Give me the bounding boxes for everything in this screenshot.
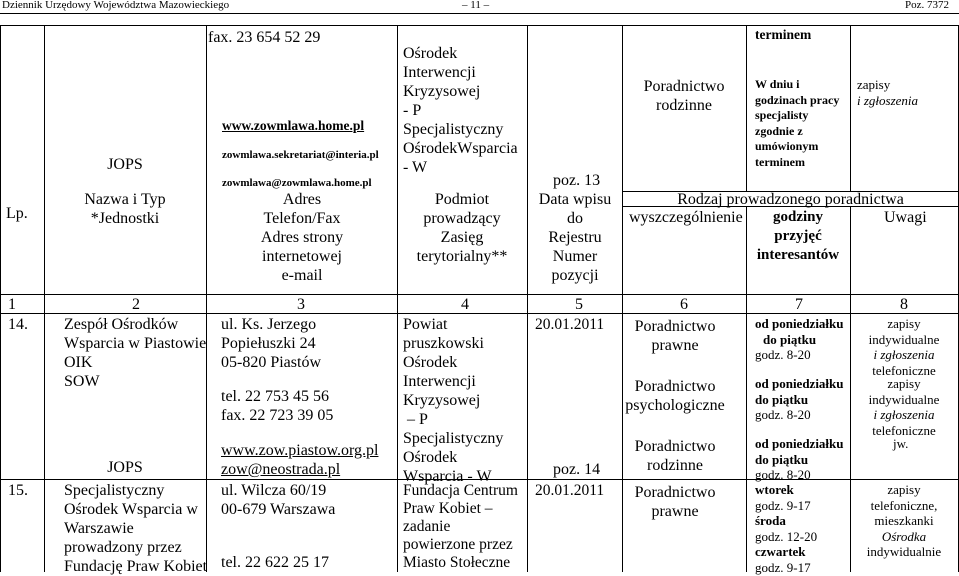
row15-uwagi: zapisy telefoniczne, mieszkanki Ośrodka indywidualnie	[866, 482, 942, 559]
row14-nazwa: Zespół Ośrodków Wsparcia w Piastowie OIK SOW	[64, 316, 207, 390]
row14-poz: poz. 14	[553, 461, 601, 478]
lp-header: Lp.	[6, 205, 28, 222]
row15-nazwa: Specjalistyczny Ośrodek Wsparcia w Warszawie prowadzony przez Fundację Praw Kobiet	[64, 482, 208, 575]
podmiot-header: Podmiot prowadzący Zasięg terytorialny**	[416, 191, 508, 265]
row14-lp: 14.	[8, 316, 28, 333]
row14-uwagi-3: jw.	[893, 436, 909, 451]
adres-top-www: www.zowmlawa.home.pl	[222, 118, 365, 133]
row15-godziny: wtorek godz. 9-17 środa godz. 12-20 czwartek godz. 9-17	[755, 482, 818, 575]
nazwa-header: Nazwa i Typ *Jednostki	[84, 191, 166, 227]
row14-jops: JOPS	[107, 459, 143, 476]
adres-top-fax: fax. 23 654 52 29	[208, 29, 321, 46]
row15-podmiot: Fundacja Centrum Praw Kobiet – zadanie powierzone przez Miasto Stołeczne	[403, 482, 518, 571]
row14-data: 20.01.2011	[535, 316, 605, 333]
running-header	[0, 0, 959, 12]
row14-poradnictwo-psychologiczne: Poradnictwo psychologiczne	[625, 378, 725, 414]
row14-podmiot: Powiat pruszkowski Ośrodek Interwencji Kryzysowej – P Specjalistyczny Ośrodek Wsparcia - W	[403, 316, 504, 485]
journal-title: Dziennik Urzędowy Województwa Mazowieckiego	[2, 0, 230, 11]
row15-poradnictwo-prawne: Poradnictwo prawne	[634, 484, 716, 520]
row14-uwagi-1: zapisy indywidualne i zgłoszenia telefoniczne	[868, 316, 940, 378]
header-rule	[0, 13, 959, 14]
terminem-top: terminem	[755, 27, 812, 42]
podmiot-top: Ośrodek Interwencji Kryzysowej - P Specjalistyczny OśrodekWsparcia - W	[403, 45, 518, 176]
adres-top-email2: zowmlawa@zowmlawa.home.pl	[222, 177, 372, 189]
nazwa-top: JOPS	[107, 156, 143, 173]
data-top: poz. 13	[553, 172, 601, 189]
row15-lp: 15.	[8, 482, 28, 499]
adres-top-email1: zowmlawa.sekretariat@interia.pl	[222, 149, 379, 161]
row14-adres: ul. Ks. Jerzego Popiełuszki 24 05-820 Piastów	[221, 316, 321, 371]
row14-email-link[interactable]: zow@neostrada.pl	[221, 461, 341, 478]
adres-header: Adres Telefon/Fax Adres strony internetowej e-mail	[260, 191, 344, 284]
rodzaj-poradnictwa-header: Rodzaj prowadzonego poradnictwa	[677, 191, 904, 208]
row14-poradnictwo-prawne: Poradnictwo prawne	[634, 318, 716, 354]
uwagi-header: Uwagi	[884, 209, 927, 226]
position-number: Poz. 7372	[905, 0, 949, 11]
row14-www-link[interactable]: www.zow.piastow.org.pl	[221, 442, 379, 459]
row14-poradnictwo-rodzinne: Poradnictwo rodzinne	[634, 438, 716, 474]
row15-tel: tel. 22 622 25 17	[221, 554, 329, 571]
page-number: – 11 –	[462, 0, 490, 11]
row14-tel: tel. 22 753 45 56 fax. 22 723 39 05	[221, 388, 334, 424]
row14-godziny-2: od poniedziałku do piątku godz. 8-20	[755, 376, 844, 422]
poradnictwo-rodzinne-top: Poradnictwo rodzinne	[643, 78, 725, 114]
row14-godziny-3: od poniedziałku do piątku godz. 8-20	[755, 436, 844, 482]
row15-data: 20.01.2011	[535, 482, 605, 499]
godziny-top: W dniu i godzinach pracy specjalisty zgodnie z umówionym terminem	[755, 77, 840, 169]
row15-adres: ul. Wilcza 60/19 00-679 Warszawa	[221, 482, 336, 518]
data-header: Data wpisu do Rejestru Numer pozycji	[538, 191, 612, 284]
wyszczegolnienie-header: wyszczególnienie	[629, 209, 743, 226]
row14-godziny-1: od poniedziałku do piątku godz. 8-20	[755, 316, 844, 362]
row14-uwagi-2: zapisy indywidualne i zgłoszenia telefoniczne	[868, 376, 940, 438]
uwagi-top: zapisy i zgłoszenia	[857, 77, 919, 108]
godziny-header: godziny przyjęć interesantów	[756, 209, 840, 263]
